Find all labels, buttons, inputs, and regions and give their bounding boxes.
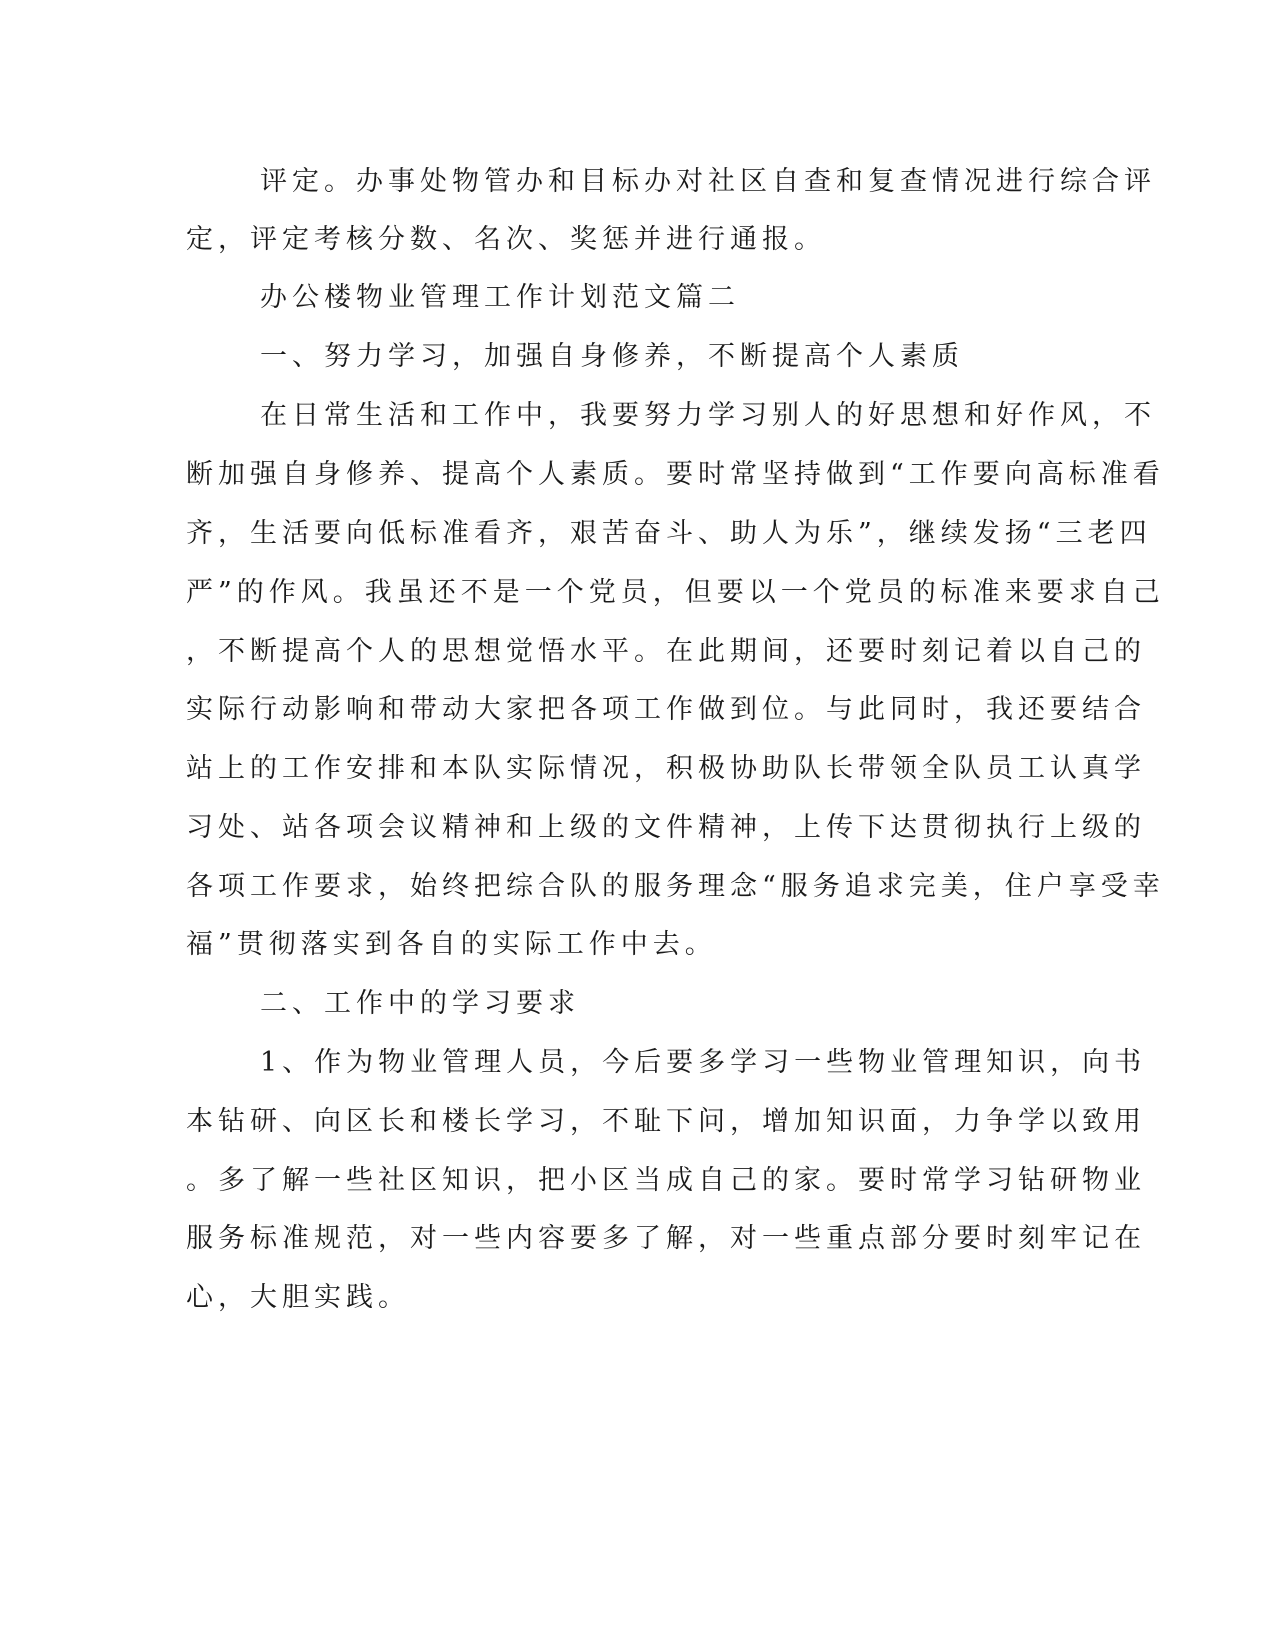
text-line: 实际行动影响和带动大家把各项工作做到位。与此同时，我还要结合	[186, 694, 1146, 725]
text-line: 在日常生活和工作中，我要努力学习别人的好思想和好作风，不	[260, 400, 1156, 431]
heading-1: 一、努力学习，加强自身修养，不断提高个人素质	[260, 341, 964, 372]
text-line: 习处、站各项会议精神和上级的文件精神，上传下达贯彻执行上级的	[186, 812, 1146, 843]
text-line: 断加强自身修养、提高个人素质。要时常坚持做到“工作要向高标准看	[186, 459, 1165, 490]
section-title: 办公楼物业管理工作计划范文篇二	[260, 282, 740, 313]
text-line: 。多了解一些社区知识，把小区当成自己的家。要时常学习钻研物业	[186, 1165, 1146, 1196]
text-line: 本钻研、向区长和楼长学习，不耻下问，增加知识面，力争学以致用	[186, 1106, 1146, 1137]
text-line: 站上的工作安排和本队实际情况，积极协助队长带领全队员工认真学	[186, 753, 1146, 784]
text-line: 福”贯彻落实到各自的实际工作中去。	[186, 929, 717, 960]
text-line: 各项工作要求，始终把综合队的服务理念“服务追求完美，住户享受幸	[186, 871, 1165, 902]
text-line: 服务标准规范，对一些内容要多了解，对一些重点部分要时刻牢记在	[186, 1223, 1146, 1254]
text-line: 1、作为物业管理人员，今后要多学习一些物业管理知识，向书	[260, 1047, 1147, 1078]
text-line: 齐，生活要向低标准看齐，艰苦奋斗、助人为乐”，继续发扬“三老四	[186, 518, 1152, 549]
heading-2: 二、工作中的学习要求	[260, 988, 580, 1019]
text-line: ，不断提高个人的思想觉悟水平。在此期间，还要时刻记着以自己的	[186, 636, 1146, 667]
text-line: 评定。办事处物管办和目标办对社区自查和复查情况进行综合评	[260, 166, 1156, 197]
text-line: 定，评定考核分数、名次、奖惩并进行通报。	[186, 224, 826, 255]
text-line: 心，大胆实践。	[186, 1282, 410, 1313]
text-line: 严”的作风。我虽还不是一个党员，但要以一个党员的标准来要求自己	[186, 577, 1165, 608]
